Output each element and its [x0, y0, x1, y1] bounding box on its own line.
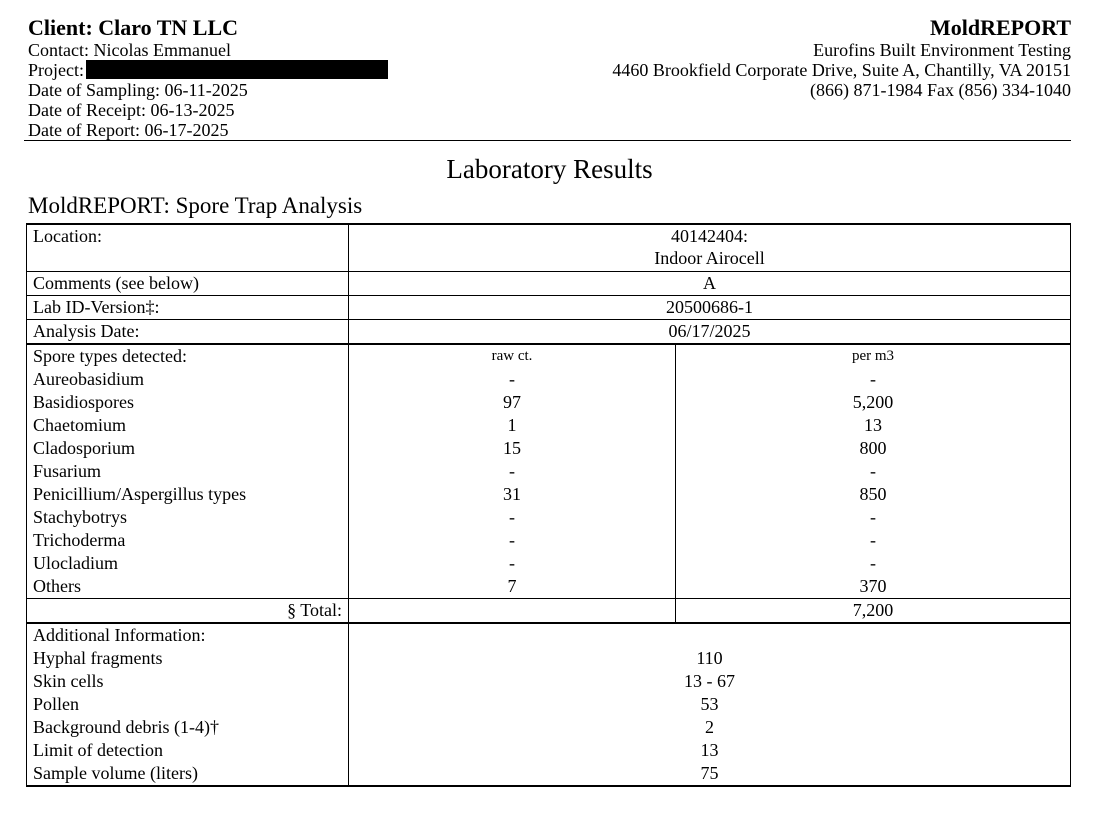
- spore-raw-count: 31: [349, 483, 676, 506]
- company-address: 4460 Brookfield Corporate Drive, Suite A, Chantilly, VA 20151: [612, 60, 1071, 80]
- additional-info-value: 110: [349, 647, 1071, 670]
- spore-name: Fusarium: [27, 460, 349, 483]
- analysis-row: [27, 320, 1071, 345]
- spore-raw-count: -: [349, 460, 676, 483]
- client-name: Client: Claro TN LLC: [28, 15, 239, 40]
- spore-name: Cladosporium: [27, 437, 349, 460]
- spore-name: Others: [27, 575, 349, 599]
- additional-info-label: Additional Information:: [27, 623, 349, 647]
- spore-header-row: [27, 344, 1071, 368]
- spore-raw-count: -: [349, 368, 676, 391]
- additional-info-name: Pollen: [27, 693, 349, 716]
- results-table: [26, 223, 1071, 787]
- spore-row: [27, 437, 1071, 460]
- brand-name: MoldREPORT: [929, 15, 1071, 40]
- company-name: Eurofins Built Environment Testing: [813, 40, 1071, 60]
- spore-header-label: Spore types detected:: [27, 344, 349, 368]
- location-row: [27, 224, 1071, 272]
- spore-row: [27, 391, 1071, 414]
- spore-name: Aureobasidium: [27, 368, 349, 391]
- total-raw: [349, 599, 676, 624]
- spore-raw-count: 1: [349, 414, 676, 437]
- spore-row: [27, 460, 1071, 483]
- additional-info-row: [27, 647, 1071, 670]
- spore-per-m3: 850: [676, 483, 1071, 506]
- spore-raw-count: -: [349, 506, 676, 529]
- spore-row: [27, 414, 1071, 437]
- comments-row: [27, 272, 1071, 296]
- spore-raw-count: 7: [349, 575, 676, 599]
- additional-info-value: 13 - 67: [349, 670, 1071, 693]
- spore-per-m3: -: [676, 460, 1071, 483]
- analysis-label: Analysis Date:: [27, 320, 349, 345]
- additional-info-row: [27, 716, 1071, 739]
- additional-info-row: [27, 762, 1071, 786]
- additional-info-name: Background debris (1-4)†: [27, 716, 349, 739]
- additional-info-blank: [349, 623, 1071, 647]
- page-title: Laboratory Results: [446, 154, 653, 184]
- spore-per-m3: -: [676, 368, 1071, 391]
- location-label: Location:: [27, 224, 349, 272]
- spore-name: Ulocladium: [27, 552, 349, 575]
- redaction-bar: [86, 60, 388, 79]
- spore-per-m3: 13: [676, 414, 1071, 437]
- comments-label: Comments (see below): [27, 272, 349, 296]
- additional-info-row: [27, 670, 1071, 693]
- spore-per-m3: 800: [676, 437, 1071, 460]
- spore-name: Trichoderma: [27, 529, 349, 552]
- location-value-line-2: Indoor Airocell: [654, 248, 765, 268]
- total-per-m3: 7,200: [676, 599, 1071, 624]
- additional-info-value: 53: [349, 693, 1071, 716]
- spore-per-m3: -: [676, 529, 1071, 552]
- spore-per-m3: -: [676, 552, 1071, 575]
- spore-row: [27, 529, 1071, 552]
- total-row: [27, 599, 1071, 624]
- analysis-value: 06/17/2025: [349, 320, 1071, 345]
- additional-info-value: 75: [349, 762, 1071, 786]
- spore-raw-count: -: [349, 552, 676, 575]
- contact: Contact: Nicolas Emmanuel: [28, 40, 231, 60]
- spore-name: Penicillium/Aspergillus types: [27, 483, 349, 506]
- additional-info-header-row: [27, 623, 1071, 647]
- report-subtitle: MoldREPORT: Spore Trap Analysis: [28, 193, 363, 218]
- location-value-line-1: 40142404:: [670, 226, 748, 246]
- spore-row: [27, 368, 1071, 391]
- total-label: § Total:: [27, 599, 349, 624]
- spore-row: [27, 575, 1071, 599]
- spore-name: Stachybotrys: [27, 506, 349, 529]
- additional-info-value: 13: [349, 739, 1071, 762]
- labid-label: Lab ID-Version‡:: [27, 296, 349, 320]
- location-value: [349, 224, 1071, 272]
- labid-value: 20500686-1: [349, 296, 1071, 320]
- date-of-report: Date of Report: 06-17-2025: [28, 120, 229, 140]
- spore-raw-count: -: [349, 529, 676, 552]
- project: [28, 60, 388, 80]
- spore-per-m3: 370: [676, 575, 1071, 599]
- additional-info-row: [27, 693, 1071, 716]
- client-info: [28, 16, 388, 140]
- company-phone: (866) 871-1984 Fax (856) 334-1040: [810, 80, 1071, 100]
- spore-per-m3: 5,200: [676, 391, 1071, 414]
- date-of-receipt: Date of Receipt: 06-13-2025: [28, 100, 235, 120]
- additional-info-name: Hyphal fragments: [27, 647, 349, 670]
- project-label: Project:: [28, 60, 84, 80]
- additional-info-name: Sample volume (liters): [27, 762, 349, 786]
- spore-raw-count: 97: [349, 391, 676, 414]
- additional-info-name: Skin cells: [27, 670, 349, 693]
- additional-info-value: 2: [349, 716, 1071, 739]
- spore-per-m3: -: [676, 506, 1071, 529]
- additional-info-row: [27, 739, 1071, 762]
- spore-raw-count: 15: [349, 437, 676, 460]
- per-m3-header: per m3: [676, 344, 1071, 368]
- header-divider: [24, 140, 1071, 141]
- additional-info-name: Limit of detection: [27, 739, 349, 762]
- labid-row: [27, 296, 1071, 320]
- spore-row: [27, 506, 1071, 529]
- spore-row: [27, 483, 1071, 506]
- raw-count-header: raw ct.: [349, 344, 676, 368]
- lab-info: [612, 16, 1071, 100]
- spore-name: Chaetomium: [27, 414, 349, 437]
- date-of-sampling: Date of Sampling: 06-11-2025: [28, 80, 248, 100]
- spore-row: [27, 552, 1071, 575]
- spore-name: Basidiospores: [27, 391, 349, 414]
- comments-value: A: [349, 272, 1071, 296]
